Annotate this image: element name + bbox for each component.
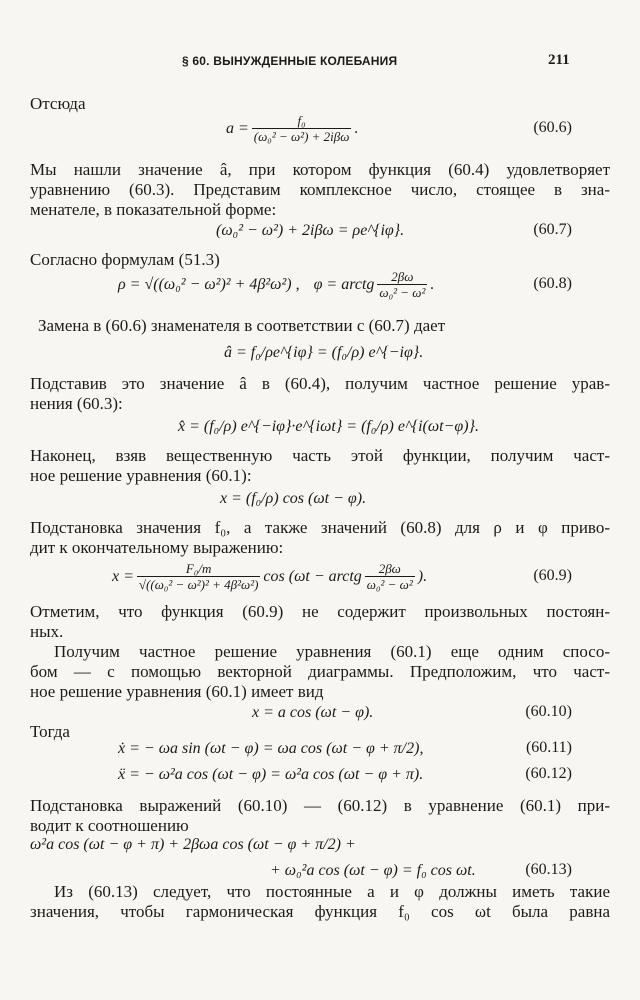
- denominator: √((ω₀² − ω²)² + 4β²ω²): [138, 577, 259, 592]
- text-line: менателе, в показательной форме:: [30, 200, 277, 219]
- text-line: Подставив это значение â в (60.4), получим частное решение урав-: [30, 374, 610, 393]
- equation-60-7: [30, 214, 610, 248]
- text-line: бом — с помощью векторной диаграммы. Предположим, что част-: [30, 662, 610, 681]
- eq-body: x̂ = (f₀/ρ) e^{−iφ}·e^{iωt} = (f₀/ρ) e^{i(ωt−φ)}.: [178, 418, 479, 435]
- text-line: Мы нашли значение â, при котором функция (60.4) удовлетворяет: [30, 160, 610, 179]
- text-line: ных.: [30, 622, 64, 641]
- rho-expression: ρ = √((ω₀² − ω²)² + 4β²ω²) ,: [118, 276, 300, 293]
- text-line: Получим частное решение уравнения (60.1) еще одним спосо-: [54, 642, 610, 661]
- eq-body: ω²a cos (ωt − φ + π) + 2βωa cos (ωt − φ + π/2) +: [30, 836, 356, 853]
- denominator: ω₀² − ω²: [366, 577, 413, 592]
- equation-number: (60.12): [525, 765, 572, 782]
- equation-number: (60.10): [525, 703, 572, 720]
- text-line: дит к окончательному выражению:: [30, 538, 284, 557]
- equation-number: (60.11): [525, 739, 572, 756]
- fraction: [137, 562, 261, 592]
- text-line: Подстановка выражений (60.10) — (60.12) в уравнение (60.1) при-: [30, 796, 610, 815]
- text-line: Из (60.13) следует, что постоянные a и φ должны иметь такие: [54, 882, 610, 901]
- eq-body: x = a cos (ωt − φ).: [252, 704, 374, 721]
- text-line: Отметим, что функция (60.9) не содержит произвольных постоян-: [30, 602, 610, 621]
- eq-tail: .: [354, 120, 359, 137]
- numerator: 2βω: [391, 269, 414, 284]
- text-line: Замена в (60.6) знаменателя в соответствии с (60.7) дает: [38, 316, 446, 335]
- equation-number: (60.7): [533, 221, 572, 238]
- text-line: ное решение уравнения (60.1) имеет вид: [30, 682, 324, 701]
- text-line: Тогда: [30, 722, 70, 741]
- text-line: Наконец, взяв вещественную часть этой функции, получим част-: [30, 446, 610, 465]
- page-number: 211: [548, 52, 570, 68]
- numerator: 2βω: [378, 561, 401, 576]
- running-title: § 60. ВЫНУЖДЕННЫЕ КОЛЕБАНИЯ: [182, 54, 398, 68]
- equation-number: (60.6): [533, 119, 572, 136]
- eq-middle: cos (ωt − arctg: [263, 568, 362, 585]
- page-header: [0, 54, 640, 74]
- equation-60-12: [30, 758, 610, 792]
- text-line: водит к соотношению: [30, 816, 189, 835]
- fraction: [252, 114, 352, 144]
- text-line: нения (60.3):: [30, 394, 123, 413]
- eq-body: â = f₀/ρe^{iφ} = (f₀/ρ) e^{−iφ}.: [224, 344, 424, 361]
- eq-body: ẋ = − ωa sin (ωt − φ) = ωa cos (ωt − φ + π/2),: [118, 740, 424, 757]
- denominator: (ω₀² − ω²) + 2iβω: [253, 129, 350, 144]
- numerator: f₀: [297, 113, 306, 128]
- fraction: [377, 270, 427, 300]
- eq-tail: .: [430, 276, 435, 293]
- numerator: F₀/m: [185, 561, 212, 576]
- equation-60-6: [30, 112, 610, 146]
- text-line: уравнению (60.3). Представим комплексное число, стоящее в зна-: [30, 180, 610, 199]
- equation-60-9: [30, 560, 610, 594]
- eq-lhs: x =: [112, 568, 134, 585]
- text-line: ное решение уравнения (60.1):: [30, 466, 252, 485]
- eq-lhs: a =: [226, 120, 249, 137]
- equation-a-hat: [30, 336, 610, 370]
- text-line: Отсюда: [30, 94, 86, 113]
- eq-body: + ω₀²a cos (ωt − φ) = f₀ cos ωt.: [270, 862, 476, 879]
- eq-body: ẍ = − ω²a cos (ωt − φ) = ω²a cos (ωt − φ + π).: [118, 766, 424, 783]
- equation-x-hat: [30, 410, 610, 444]
- eq-body: x = (f₀/ρ) cos (ωt − φ).: [220, 490, 367, 507]
- text-line: Подстановка значения f₀, а также значений (60.8) для ρ и φ приво-: [30, 518, 610, 537]
- text-line: Согласно формулам (51.3): [30, 250, 220, 269]
- equation-number: (60.9): [533, 567, 572, 584]
- equation-number: (60.13): [525, 861, 572, 878]
- fraction: [365, 562, 415, 592]
- eq-tail: ).: [417, 568, 428, 585]
- eq-body: (ω₀² − ω²) + 2iβω = ρe^{iφ}.: [216, 222, 405, 239]
- equation-x-real: [30, 482, 610, 516]
- denominator: ω₀² − ω²: [379, 285, 426, 300]
- phi-expression: φ = arctg: [313, 276, 375, 293]
- equation-number: (60.8): [533, 275, 572, 292]
- equation-60-8: [30, 268, 610, 302]
- text-line: значения, чтобы гармоническая функция f₀ cos ωt была равна: [30, 902, 610, 921]
